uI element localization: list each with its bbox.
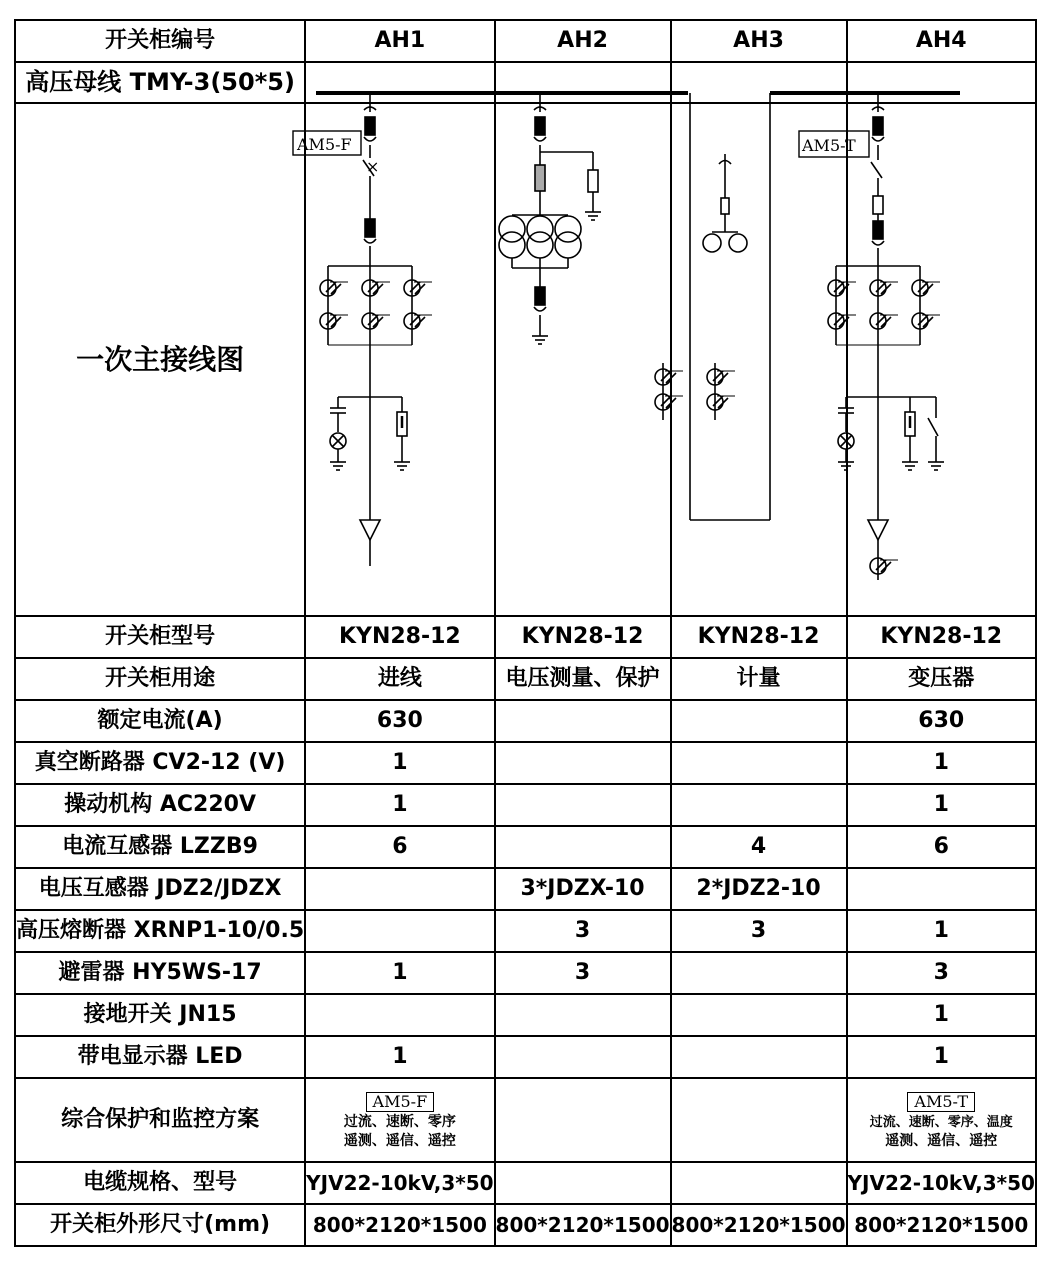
- row-label: 接地开关 JN15: [15, 994, 305, 1036]
- ah2-circuit: [499, 93, 601, 344]
- protection-ah4: AM5-T 过流、速断、零序、温度 遥测、遥信、遥控: [847, 1078, 1036, 1162]
- svg-text:×: ×: [366, 157, 380, 176]
- table-row: 电流互感器 LZZB9 6 4 6: [15, 826, 1036, 868]
- header-label: 开关柜编号: [15, 20, 305, 62]
- ah1-circuit: [293, 93, 432, 566]
- protection-label: 综合保护和监控方案: [15, 1078, 305, 1162]
- protection-scheme-tag: AM5-T: [907, 1092, 975, 1112]
- row-label: 高压熔断器 XRNP1-10/0.5: [15, 910, 305, 952]
- row-label: 开关柜外形尺寸(mm): [15, 1204, 305, 1246]
- row-label: 电流互感器 LZZB9: [15, 826, 305, 868]
- table-row: 额定电流(A) 630 630: [15, 700, 1036, 742]
- col-ah4: AH4: [847, 20, 1036, 62]
- ah1-relay-tag: AM5-F: [297, 135, 352, 154]
- row-label: 开关柜型号: [15, 616, 305, 658]
- table-row: 开关柜用途 进线 电压测量、保护 计量 变压器: [15, 658, 1036, 700]
- busbar-label: 高压母线 TMY-3(50*5): [15, 62, 305, 103]
- row-label: 电压互感器 JDZ2/JDZX: [15, 868, 305, 910]
- col-ah3: AH3: [671, 20, 847, 62]
- table-row: 电缆规格、型号 YJV22-10kV,3*50 YJV22-10kV,3*50: [15, 1162, 1036, 1204]
- row-label: 操动机构 AC220V: [15, 784, 305, 826]
- ah4-circuit: [799, 93, 944, 580]
- row-label: 带电显示器 LED: [15, 1036, 305, 1078]
- row-label: 真空断路器 CV2-12 (V): [15, 742, 305, 784]
- table-row: 操动机构 AC220V 1 1: [15, 784, 1036, 826]
- table-row: 开关柜型号 KYN28-12 KYN28-12 KYN28-12 KYN28-12: [15, 616, 1036, 658]
- table-row: 高压熔断器 XRNP1-10/0.5 3 3 1: [15, 910, 1036, 952]
- row-label: 避雷器 HY5WS-17: [15, 952, 305, 994]
- ah4-relay-tag: AM5-T: [802, 136, 856, 155]
- col-ah1: AH1: [305, 20, 494, 62]
- col-ah2: AH2: [495, 20, 671, 62]
- table-row: 真空断路器 CV2-12 (V) 1 1: [15, 742, 1036, 784]
- row-label: 额定电流(A): [15, 700, 305, 742]
- protection-scheme-tag: AM5-F: [366, 1092, 435, 1112]
- ah3-circuit: [655, 93, 770, 520]
- table-row: 带电显示器 LED 1 1: [15, 1036, 1036, 1078]
- table-row: 电压互感器 JDZ2/JDZX 3*JDZX-10 2*JDZ2-10: [15, 868, 1036, 910]
- table-row: 接地开关 JN15 1: [15, 994, 1036, 1036]
- row-label: 电缆规格、型号: [15, 1162, 305, 1204]
- row-label: 开关柜用途: [15, 658, 305, 700]
- diagram-label: 一次主接线图: [15, 103, 305, 616]
- table-row: 开关柜外形尺寸(mm) 800*2120*1500 800*2120*1500 800*2120*1500 800*2120*1500: [15, 1204, 1036, 1246]
- table-row: 避雷器 HY5WS-17 1 3 3: [15, 952, 1036, 994]
- protection-ah1: AM5-F 过流、速断、零序 遥测、遥信、遥控: [305, 1078, 494, 1162]
